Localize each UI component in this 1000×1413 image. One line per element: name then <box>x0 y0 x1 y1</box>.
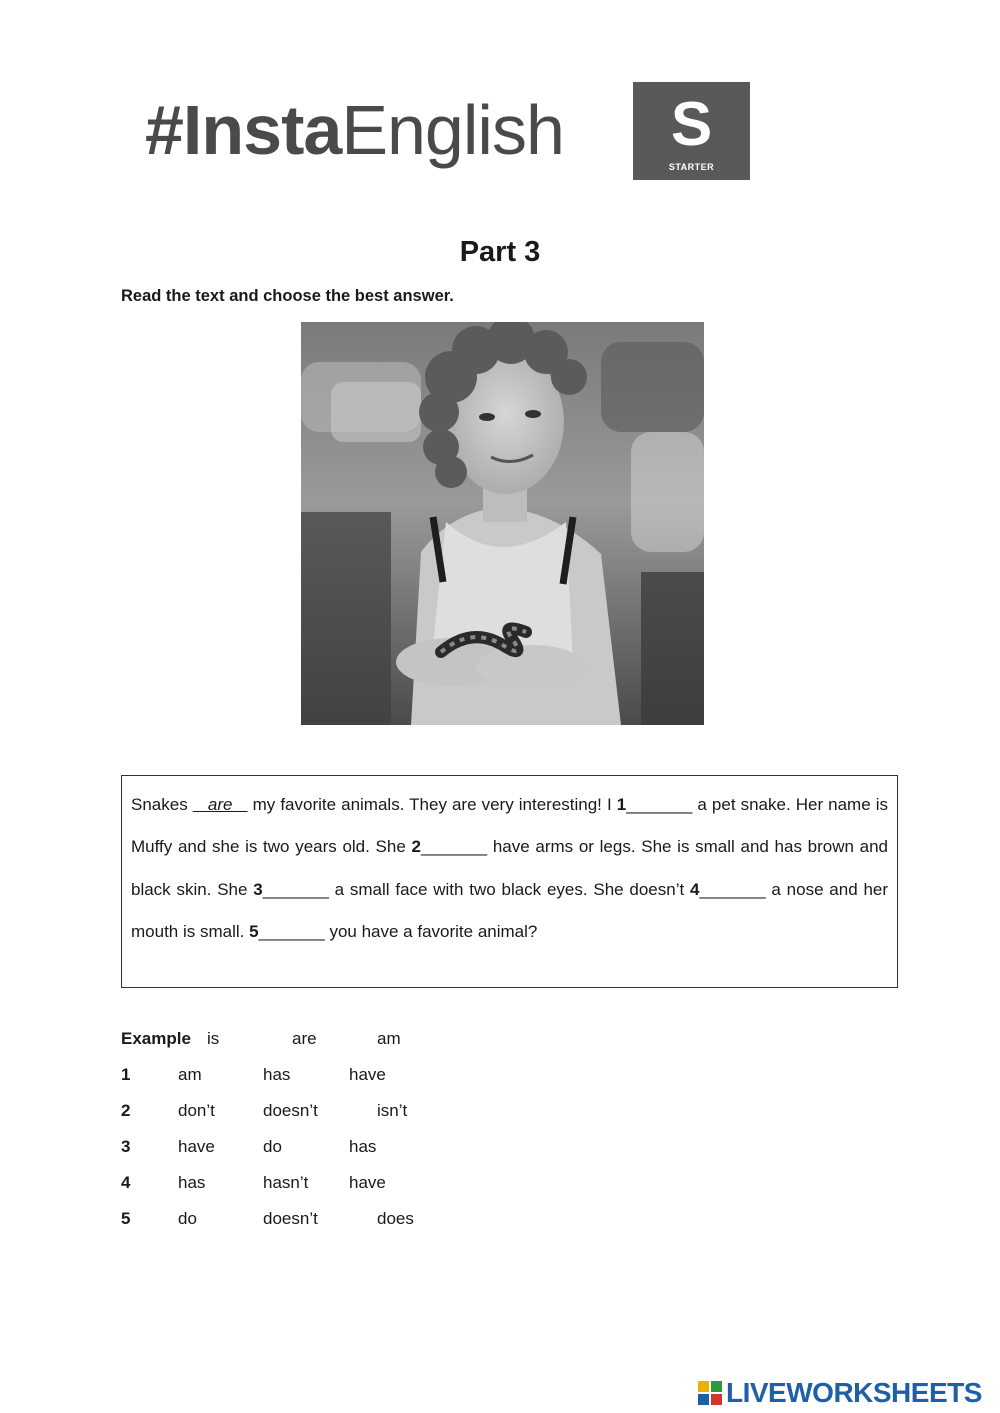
photo-girl-holding-snake <box>301 322 704 725</box>
passage-text: Snakes <box>131 795 193 814</box>
option-choice[interactable]: am <box>178 1065 202 1084</box>
gap-number-2: 2 <box>411 837 421 857</box>
option-choice[interactable]: have <box>349 1065 386 1084</box>
level-badge <box>633 82 750 180</box>
passage-text: _______ a small face with two black eyes. She doesn’t <box>262 879 690 899</box>
logo-wordmark <box>145 90 564 170</box>
option-choice[interactable]: have <box>178 1137 215 1156</box>
instruction-text: Read the text and choose the best answer. <box>121 287 454 305</box>
option-choice[interactable]: don’t <box>178 1101 215 1120</box>
passage-text: _______ have arms or legs. She is small and has brown and black skin. She <box>131 837 888 899</box>
logo-brand-light: English <box>341 91 564 169</box>
page-title: Part 3 <box>459 236 541 268</box>
option-label: 1 <box>121 1065 131 1084</box>
option-choice[interactable]: is <box>207 1029 220 1048</box>
option-choice[interactable]: am <box>377 1029 401 1048</box>
option-choice[interactable]: hasn’t <box>263 1173 309 1192</box>
example-answer: are <box>207 795 233 814</box>
option-choice[interactable]: isn’t <box>377 1101 408 1120</box>
level-name: STARTER <box>668 162 715 172</box>
option-choice[interactable]: have <box>349 1173 386 1192</box>
option-choice[interactable]: has <box>263 1065 291 1084</box>
option-choice[interactable]: do <box>178 1209 197 1228</box>
option-choice[interactable]: doesn’t <box>263 1209 318 1228</box>
gap-number-1: 1 <box>616 795 627 814</box>
option-choice[interactable]: do <box>263 1137 282 1156</box>
option-choice[interactable]: doesn’t <box>263 1101 318 1120</box>
option-choice[interactable]: has <box>349 1137 377 1156</box>
reading-passage-box <box>121 775 898 988</box>
passage-text: _______ a nose and her mouth is small. <box>131 879 889 941</box>
option-choice[interactable]: are <box>292 1029 317 1048</box>
passage-text: my favorite animals. They are very interesting! I <box>247 795 617 814</box>
option-choice[interactable]: does <box>377 1209 414 1228</box>
liveworksheets-logo[interactable] <box>698 1377 993 1409</box>
option-label: 4 <box>121 1173 131 1192</box>
option-label: 5 <box>121 1209 131 1228</box>
insta-english-logo <box>145 82 755 180</box>
liveworksheets-tiles-icon <box>698 1381 722 1405</box>
option-choice[interactable]: has <box>178 1173 206 1192</box>
gap-number-5: 5 <box>249 921 259 941</box>
option-label: 2 <box>121 1101 131 1120</box>
option-label: 3 <box>121 1137 131 1156</box>
gap-number-4: 4 <box>690 879 700 899</box>
liveworksheets-brand: LIVEWORKSHEETS <box>726 1377 982 1408</box>
gap-number-3: 3 <box>253 879 263 899</box>
level-letter: S <box>670 90 713 159</box>
option-label: Example <box>121 1029 191 1048</box>
logo-brand-bold: #Insta <box>145 91 342 169</box>
passage-text: _______ a pet snake. Her name is Muffy and she is two years old. She <box>131 795 888 857</box>
passage-text: _______ you have a favorite animal? <box>258 921 538 941</box>
reading-passage <box>131 784 888 953</box>
